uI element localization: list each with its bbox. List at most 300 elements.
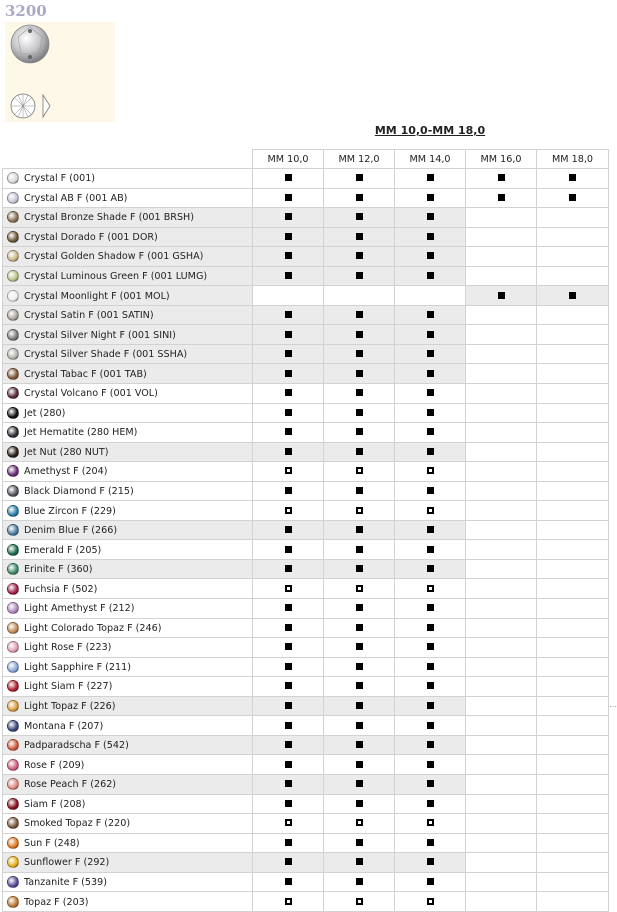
availability-cell <box>466 169 537 189</box>
availability-cell <box>324 188 395 208</box>
available-marker-icon <box>356 624 363 631</box>
available-marker-icon <box>427 428 434 435</box>
availability-cell <box>466 853 537 873</box>
available-marker-icon <box>427 780 434 787</box>
color-swatch-icon <box>7 739 19 751</box>
color-name-cell <box>3 384 253 404</box>
color-swatch-icon <box>7 270 19 282</box>
available-marker-icon <box>285 311 292 318</box>
available-marker-icon <box>356 878 363 885</box>
availability-cell <box>466 540 537 560</box>
availability-cell <box>537 872 609 892</box>
on-request-marker-icon <box>427 819 434 826</box>
availability-cell <box>537 305 609 325</box>
availability-cell <box>253 403 324 423</box>
color-name-cell <box>3 540 253 560</box>
color-name-cell <box>3 638 253 658</box>
available-marker-icon <box>356 487 363 494</box>
color-name-label: Crystal Silver Shade F (001 SSHA) <box>24 349 188 361</box>
table-row <box>3 599 609 619</box>
color-swatch-icon <box>7 563 19 575</box>
color-name-label: Light Siam F (227) <box>24 681 113 693</box>
availability-cell <box>253 188 324 208</box>
table-row <box>3 872 609 892</box>
availability-cell <box>537 735 609 755</box>
color-name-label: Crystal Volcano F (001 VOL) <box>24 388 158 400</box>
color-name-cell <box>3 618 253 638</box>
color-name-label: Crystal AB F (001 AB) <box>24 192 128 204</box>
color-name-cell <box>3 716 253 736</box>
available-marker-icon <box>427 350 434 357</box>
color-name-cell <box>3 344 253 364</box>
color-swatch-icon <box>7 231 19 243</box>
availability-cell <box>537 540 609 560</box>
available-marker-icon <box>285 663 292 670</box>
color-name-label: Jet Nut (280 NUT) <box>24 446 109 458</box>
availability-cell <box>253 286 324 306</box>
size-column-header: MM 12,0 <box>324 150 395 169</box>
table-row <box>3 462 609 482</box>
color-swatch-icon <box>7 407 19 419</box>
on-request-marker-icon <box>285 467 292 474</box>
on-request-marker-icon <box>356 507 363 514</box>
color-swatch-icon <box>7 798 19 810</box>
available-marker-icon <box>356 448 363 455</box>
availability-cell <box>395 286 466 306</box>
availability-cell <box>395 677 466 697</box>
availability-cell <box>537 442 609 462</box>
availability-cell <box>324 755 395 775</box>
availability-cell <box>395 794 466 814</box>
available-marker-icon <box>427 682 434 689</box>
on-request-marker-icon <box>285 585 292 592</box>
color-name-label: Padparadscha F (542) <box>24 740 129 752</box>
availability-table <box>2 149 609 912</box>
availability-cell <box>395 208 466 228</box>
availability-cell <box>253 501 324 521</box>
color-swatch-icon <box>7 856 19 868</box>
availability-cell <box>466 559 537 579</box>
color-name-label: Crystal Luminous Green F (001 LUMG) <box>24 271 208 282</box>
available-marker-icon <box>427 448 434 455</box>
color-swatch-icon <box>7 602 19 614</box>
available-marker-icon <box>285 213 292 220</box>
available-marker-icon <box>427 624 434 631</box>
color-swatch-icon <box>7 759 19 771</box>
color-name-label: Jet Hematite (280 HEM) <box>24 427 138 439</box>
available-marker-icon <box>285 448 292 455</box>
table-row <box>3 618 609 638</box>
availability-cell <box>395 520 466 540</box>
color-swatch-icon <box>7 485 19 497</box>
table-row <box>3 833 609 853</box>
size-column-header: MM 10,0 <box>253 150 324 169</box>
available-marker-icon <box>427 174 434 181</box>
color-name-label: Denim Blue F (266) <box>24 525 118 537</box>
table-row <box>3 696 609 716</box>
availability-cell <box>466 423 537 443</box>
available-marker-icon <box>427 546 434 553</box>
color-swatch-icon <box>7 837 19 849</box>
available-marker-icon <box>285 252 292 259</box>
available-marker-icon <box>356 858 363 865</box>
table-row <box>3 559 609 579</box>
color-swatch-icon <box>7 446 19 458</box>
availability-cell <box>253 462 324 482</box>
color-name-label: Black Diamond F (215) <box>24 486 134 498</box>
available-marker-icon <box>427 722 434 729</box>
color-swatch-icon <box>7 290 19 302</box>
available-marker-icon <box>356 331 363 338</box>
availability-cell <box>466 364 537 384</box>
available-marker-icon <box>285 409 292 416</box>
available-marker-icon <box>427 839 434 846</box>
availability-cell <box>466 833 537 853</box>
color-name-cell <box>3 814 253 834</box>
color-name-cell <box>3 423 253 443</box>
availability-cell <box>253 579 324 599</box>
table-row <box>3 208 609 228</box>
table-row <box>3 305 609 325</box>
on-request-marker-icon <box>285 898 292 905</box>
availability-cell <box>395 344 466 364</box>
availability-cell <box>395 305 466 325</box>
available-marker-icon <box>285 350 292 357</box>
availability-cell <box>537 638 609 658</box>
color-name-cell <box>3 364 253 384</box>
color-name-cell <box>3 501 253 521</box>
available-marker-icon <box>356 409 363 416</box>
availability-cell <box>466 638 537 658</box>
availability-cell <box>324 227 395 247</box>
availability-cell <box>324 814 395 834</box>
table-row <box>3 892 609 912</box>
color-name-label: Amethyst F (204) <box>24 466 108 478</box>
availability-cell <box>466 442 537 462</box>
color-name-label: Crystal Moonlight F (001 MOL) <box>24 290 170 302</box>
available-marker-icon <box>356 663 363 670</box>
availability-cell <box>537 462 609 482</box>
availability-cell <box>253 384 324 404</box>
availability-cell <box>395 501 466 521</box>
availability-cell <box>253 364 324 384</box>
availability-cell <box>253 540 324 560</box>
availability-cell <box>395 325 466 345</box>
availability-cell <box>395 853 466 873</box>
availability-cell <box>395 559 466 579</box>
available-marker-icon <box>285 194 292 201</box>
table-row <box>3 735 609 755</box>
color-name-cell <box>3 853 253 873</box>
available-marker-icon <box>285 565 292 572</box>
available-marker-icon <box>356 604 363 611</box>
color-name-cell <box>3 872 253 892</box>
color-name-cell <box>3 579 253 599</box>
color-name-label: Light Rose F (223) <box>24 642 112 654</box>
color-name-label: Sun F (248) <box>24 837 80 849</box>
available-marker-icon <box>285 370 292 377</box>
color-name-cell <box>3 188 253 208</box>
color-name-label: Rose F (209) <box>24 759 85 771</box>
color-name-label: Crystal Dorado F (001 DOR) <box>24 231 158 243</box>
availability-cell <box>253 481 324 501</box>
availability-cell <box>324 833 395 853</box>
availability-cell <box>466 872 537 892</box>
on-request-marker-icon <box>427 507 434 514</box>
color-name-cell <box>3 208 253 228</box>
color-name-cell <box>3 657 253 677</box>
availability-cell <box>324 716 395 736</box>
availability-cell <box>466 501 537 521</box>
table-row <box>3 169 609 189</box>
availability-cell <box>395 169 466 189</box>
available-marker-icon <box>427 389 434 396</box>
available-marker-icon <box>285 722 292 729</box>
available-marker-icon <box>285 800 292 807</box>
availability-cell <box>395 735 466 755</box>
availability-cell <box>537 853 609 873</box>
color-name-cell <box>3 696 253 716</box>
table-row <box>3 364 609 384</box>
table-row <box>3 657 609 677</box>
availability-cell <box>466 716 537 736</box>
color-name-cell <box>3 559 253 579</box>
available-marker-icon <box>427 370 434 377</box>
availability-cell <box>324 618 395 638</box>
color-name-label: Crystal Golden Shadow F (001 GSHA) <box>24 251 204 263</box>
color-name-label: Crystal Silver Night F (001 SINI) <box>24 329 176 341</box>
available-marker-icon <box>356 682 363 689</box>
available-marker-icon <box>427 643 434 650</box>
availability-cell <box>253 833 324 853</box>
available-marker-icon <box>427 311 434 318</box>
availability-cell <box>537 520 609 540</box>
availability-cell <box>253 716 324 736</box>
available-marker-icon <box>285 839 292 846</box>
color-swatch-icon <box>7 172 19 184</box>
availability-cell <box>395 442 466 462</box>
availability-cell <box>253 677 324 697</box>
product-code: 3200 <box>5 2 47 20</box>
available-marker-icon <box>427 604 434 611</box>
color-name-label: Light Sapphire F (211) <box>24 661 131 673</box>
table-row <box>3 501 609 521</box>
on-request-marker-icon <box>356 898 363 905</box>
availability-cell <box>253 442 324 462</box>
color-swatch-icon <box>7 348 19 360</box>
color-swatch-icon <box>7 505 19 517</box>
color-name-label: Light Colorado Topaz F (246) <box>24 622 162 634</box>
available-marker-icon <box>356 272 363 279</box>
availability-cell <box>537 227 609 247</box>
available-marker-icon <box>356 780 363 787</box>
availability-cell <box>253 618 324 638</box>
availability-cell <box>466 735 537 755</box>
table-row <box>3 188 609 208</box>
color-swatch-icon <box>7 211 19 223</box>
color-name-label: Crystal Satin F (001 SATIN) <box>24 310 154 322</box>
color-name-label: Blue Zircon F (229) <box>24 505 116 517</box>
availability-cell <box>395 872 466 892</box>
availability-cell <box>324 794 395 814</box>
availability-cell <box>253 325 324 345</box>
availability-cell <box>324 501 395 521</box>
available-marker-icon <box>285 331 292 338</box>
color-name-cell <box>3 755 253 775</box>
availability-cell <box>324 364 395 384</box>
availability-cell <box>324 344 395 364</box>
on-request-marker-icon <box>356 467 363 474</box>
color-swatch-icon <box>7 680 19 692</box>
color-swatch-icon <box>7 250 19 262</box>
availability-cell <box>395 462 466 482</box>
color-swatch-icon <box>7 661 19 673</box>
available-marker-icon <box>356 761 363 768</box>
availability-cell <box>395 638 466 658</box>
available-marker-icon <box>356 350 363 357</box>
color-swatch-icon <box>7 368 19 380</box>
table-row <box>3 227 609 247</box>
color-name-label: Siam F (208) <box>24 798 86 810</box>
availability-cell <box>395 188 466 208</box>
availability-cell <box>395 657 466 677</box>
available-marker-icon <box>498 194 505 201</box>
available-marker-icon <box>427 272 434 279</box>
availability-cell <box>324 384 395 404</box>
availability-cell <box>466 755 537 775</box>
availability-cell <box>537 266 609 286</box>
availability-cell <box>466 286 537 306</box>
color-name-cell <box>3 305 253 325</box>
available-marker-icon <box>285 780 292 787</box>
available-marker-icon <box>285 546 292 553</box>
color-name-cell <box>3 442 253 462</box>
availability-cell <box>253 305 324 325</box>
color-swatch-icon <box>7 192 19 204</box>
color-name-label: Light Topaz F (226) <box>24 701 116 713</box>
availability-cell <box>324 774 395 794</box>
availability-cell <box>324 305 395 325</box>
availability-cell <box>466 618 537 638</box>
available-marker-icon <box>427 526 434 533</box>
size-column-header: MM 16,0 <box>466 150 537 169</box>
product-image <box>5 22 115 122</box>
available-marker-icon <box>356 194 363 201</box>
available-marker-icon <box>285 878 292 885</box>
availability-cell <box>324 325 395 345</box>
availability-cell <box>466 579 537 599</box>
table-row <box>3 344 609 364</box>
available-marker-icon <box>427 409 434 416</box>
availability-cell <box>395 364 466 384</box>
availability-cell <box>395 892 466 912</box>
table-row <box>3 853 609 873</box>
table-row <box>3 286 609 306</box>
availability-cell <box>395 540 466 560</box>
availability-cell <box>537 677 609 697</box>
available-marker-icon <box>427 565 434 572</box>
availability-cell <box>253 227 324 247</box>
availability-cell <box>395 618 466 638</box>
available-marker-icon <box>285 604 292 611</box>
availability-cell <box>466 892 537 912</box>
color-name-cell <box>3 833 253 853</box>
table-row <box>3 814 609 834</box>
availability-cell <box>253 755 324 775</box>
color-name-label: Crystal Tabac F (001 TAB) <box>24 368 147 380</box>
availability-cell <box>253 169 324 189</box>
availability-cell <box>324 403 395 423</box>
table-row <box>3 403 609 423</box>
available-marker-icon <box>285 272 292 279</box>
availability-cell <box>324 657 395 677</box>
color-swatch-icon <box>7 896 19 908</box>
color-name-cell <box>3 403 253 423</box>
available-marker-icon <box>356 389 363 396</box>
availability-cell <box>537 618 609 638</box>
availability-cell <box>537 286 609 306</box>
color-swatch-icon <box>7 700 19 712</box>
table-row <box>3 540 609 560</box>
available-marker-icon <box>569 174 576 181</box>
color-name-label: Sunflower F (292) <box>24 857 110 869</box>
color-name-cell <box>3 892 253 912</box>
availability-cell <box>253 794 324 814</box>
table-row <box>3 774 609 794</box>
table-row <box>3 384 609 404</box>
available-marker-icon <box>569 194 576 201</box>
size-column-header: MM 18,0 <box>537 150 609 169</box>
available-marker-icon <box>356 213 363 220</box>
table-row <box>3 266 609 286</box>
availability-cell <box>253 774 324 794</box>
available-marker-icon <box>427 487 434 494</box>
available-marker-icon <box>285 624 292 631</box>
availability-cell <box>395 716 466 736</box>
on-request-marker-icon <box>427 898 434 905</box>
color-swatch-icon <box>7 720 19 732</box>
availability-cell <box>253 208 324 228</box>
available-marker-icon <box>285 526 292 533</box>
availability-cell <box>537 384 609 404</box>
availability-cell <box>537 403 609 423</box>
availability-cell <box>253 520 324 540</box>
available-marker-icon <box>427 331 434 338</box>
size-column-header: MM 14,0 <box>395 150 466 169</box>
availability-cell <box>253 892 324 912</box>
availability-cell <box>395 266 466 286</box>
availability-cell <box>395 579 466 599</box>
availability-cell <box>466 384 537 404</box>
availability-cell <box>253 559 324 579</box>
available-marker-icon <box>285 389 292 396</box>
available-marker-icon <box>285 682 292 689</box>
color-name-label: Emerald F (205) <box>24 544 102 556</box>
color-swatch-icon <box>7 426 19 438</box>
color-name-cell <box>3 520 253 540</box>
color-name-cell <box>3 266 253 286</box>
availability-cell <box>395 774 466 794</box>
availability-cell <box>466 677 537 697</box>
availability-cell <box>324 853 395 873</box>
available-marker-icon <box>285 858 292 865</box>
available-marker-icon <box>427 252 434 259</box>
availability-cell <box>537 325 609 345</box>
available-marker-icon <box>285 741 292 748</box>
table-row <box>3 677 609 697</box>
availability-cell <box>537 247 609 267</box>
availability-cell <box>253 696 324 716</box>
